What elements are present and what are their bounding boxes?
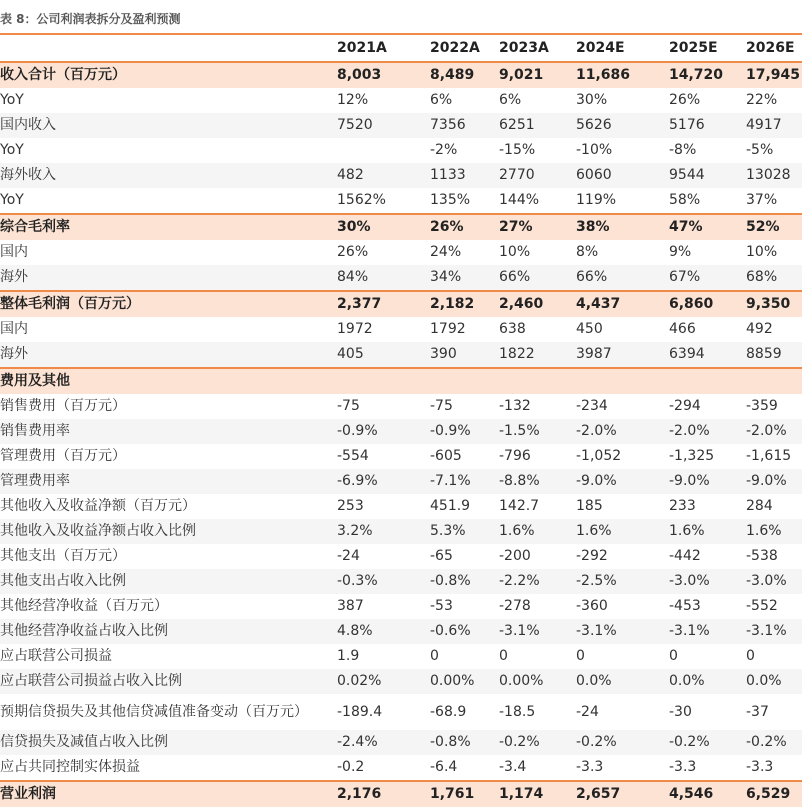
value-cell: -8.8% (499, 473, 540, 489)
value-cell: 0 (669, 648, 678, 664)
value-cell: 10% (499, 244, 531, 260)
value-cell: 1792 (430, 321, 466, 337)
row-label: 海外 (0, 346, 28, 362)
value-cell: 8,003 (337, 67, 382, 83)
value-cell: 38% (576, 219, 610, 235)
row-label: 营业利润 (0, 786, 56, 802)
value-cell: -24 (337, 548, 360, 564)
table-row (0, 469, 802, 494)
value-cell: -359 (746, 398, 778, 414)
row-label: YoY (0, 142, 24, 158)
value-cell: 34% (430, 269, 462, 285)
value-cell: -1,052 (576, 448, 622, 464)
value-cell: -24 (576, 704, 599, 720)
value-cell: -442 (669, 548, 701, 564)
row-label: 海外收入 (0, 167, 56, 183)
row-label: 其他支出（百万元） (0, 548, 126, 564)
row-label: YoY (0, 92, 24, 108)
table-row (0, 594, 802, 619)
value-cell: 451.9 (430, 498, 471, 514)
value-cell: 638 (499, 321, 526, 337)
value-cell: -538 (746, 548, 778, 564)
value-cell: 9,021 (499, 67, 544, 83)
value-cell: 142.7 (499, 498, 540, 514)
value-cell: -10% (576, 142, 613, 158)
table-row (0, 544, 802, 569)
value-cell: 26% (430, 219, 464, 235)
table-row (0, 569, 802, 594)
value-cell: 4.8% (337, 623, 373, 639)
value-cell: 1133 (430, 167, 466, 183)
value-cell: 7520 (337, 117, 373, 133)
value-cell: 68% (746, 269, 778, 285)
value-cell: -0.9% (430, 423, 471, 439)
value-cell: -6.4 (430, 759, 458, 775)
value-cell: 0.02% (337, 673, 382, 689)
value-cell: -37 (746, 704, 769, 720)
row-label: 管理费用（百万元） (0, 448, 126, 464)
row-label: 其他经营净收益（百万元） (0, 598, 168, 614)
value-cell: -3.3 (746, 759, 774, 775)
value-cell: 0 (576, 648, 585, 664)
value-cell: -2.4% (337, 734, 378, 750)
table-row (0, 138, 802, 163)
value-cell: 6,529 (746, 786, 791, 802)
table-row (0, 265, 802, 290)
value-cell: 119% (576, 192, 617, 208)
value-cell: 4,437 (576, 296, 621, 312)
value-cell: 2,657 (576, 786, 621, 802)
section-row (0, 213, 802, 240)
value-cell: 8% (576, 244, 599, 260)
row-label: 其他支出占收入比例 (0, 573, 126, 589)
value-cell: 37% (746, 192, 778, 208)
header-cell: 2023A (499, 40, 549, 56)
value-cell: 12% (337, 92, 369, 108)
value-cell: -552 (746, 598, 778, 614)
table-header-row (0, 35, 802, 61)
value-cell: -15% (499, 142, 536, 158)
header-cell: 2026E (746, 40, 795, 56)
value-cell: -9.0% (576, 473, 617, 489)
value-cell: 2,460 (499, 296, 544, 312)
value-cell: -3.3 (669, 759, 697, 775)
value-cell: -189.4 (337, 704, 383, 720)
value-cell: 47% (669, 219, 703, 235)
value-cell: -3.1% (746, 623, 787, 639)
value-cell: 4,546 (669, 786, 714, 802)
value-cell: 0 (746, 648, 755, 664)
value-cell: -3.4 (499, 759, 527, 775)
table-row (0, 644, 802, 669)
header-cell: 2022A (430, 40, 480, 56)
value-cell: -65 (430, 548, 453, 564)
value-cell: 253 (337, 498, 364, 514)
value-cell: 466 (669, 321, 696, 337)
value-cell: 0.0% (746, 673, 782, 689)
value-cell: 2770 (499, 167, 535, 183)
table-row (0, 113, 802, 138)
value-cell: 1.6% (499, 523, 535, 539)
value-cell: -75 (337, 398, 360, 414)
value-cell: 1822 (499, 346, 535, 362)
value-cell: -1.5% (499, 423, 540, 439)
row-label: 预期信贷损失及其他信贷减值准备变动（百万元） (0, 704, 308, 720)
value-cell: 0.00% (430, 673, 475, 689)
row-label: 应占共同控制实体损益 (0, 759, 140, 775)
table-row (0, 494, 802, 519)
value-cell: 24% (430, 244, 462, 260)
value-cell: -8% (669, 142, 697, 158)
row-label: 海外 (0, 269, 28, 285)
row-label: 国内 (0, 244, 28, 260)
header-cell: 2021A (337, 40, 387, 56)
value-cell: -0.2% (746, 734, 787, 750)
value-cell: -3.1% (576, 623, 617, 639)
value-cell: 30% (576, 92, 608, 108)
value-cell: -30 (669, 704, 692, 720)
value-cell: -0.9% (337, 423, 378, 439)
value-cell: 30% (337, 219, 371, 235)
value-cell: 6394 (669, 346, 705, 362)
row-label: 销售费用率 (0, 423, 70, 439)
value-cell: -75 (430, 398, 453, 414)
value-cell: 26% (337, 244, 369, 260)
value-cell: 9% (669, 244, 692, 260)
row-label: YoY (0, 192, 24, 208)
value-cell: 26% (669, 92, 701, 108)
value-cell: 9,350 (746, 296, 791, 312)
value-cell: 144% (499, 192, 540, 208)
value-cell: 66% (499, 269, 531, 285)
table-row (0, 240, 802, 265)
value-cell: -2.0% (576, 423, 617, 439)
table-row (0, 419, 802, 444)
value-cell: 58% (669, 192, 701, 208)
value-cell: -2.0% (669, 423, 710, 439)
value-cell: 6060 (576, 167, 612, 183)
value-cell: 1.6% (669, 523, 705, 539)
value-cell: 7356 (430, 117, 466, 133)
row-label: 收入合计（百万元） (0, 67, 126, 83)
value-cell: 6251 (499, 117, 535, 133)
value-cell: -234 (576, 398, 608, 414)
value-cell: 0 (499, 648, 508, 664)
value-cell: 14,720 (669, 67, 724, 83)
value-cell: -0.2% (669, 734, 710, 750)
section-row (0, 780, 802, 807)
value-cell: -292 (576, 548, 608, 564)
table-row (0, 694, 802, 730)
value-cell: 1,174 (499, 786, 544, 802)
value-cell: -0.2% (576, 734, 617, 750)
value-cell: 6% (499, 92, 522, 108)
value-cell: -68.9 (430, 704, 467, 720)
table-row (0, 88, 802, 113)
table-row (0, 669, 802, 694)
value-cell: 1.6% (576, 523, 612, 539)
table-row (0, 519, 802, 544)
table-row (0, 730, 802, 755)
value-cell: -2.5% (576, 573, 617, 589)
table-row (0, 444, 802, 469)
value-cell: 387 (337, 598, 364, 614)
value-cell: 13028 (746, 167, 791, 183)
value-cell: 0 (430, 648, 439, 664)
value-cell: 3.2% (337, 523, 373, 539)
value-cell: -554 (337, 448, 369, 464)
value-cell: 6,860 (669, 296, 714, 312)
value-cell: 5.3% (430, 523, 466, 539)
value-cell: -453 (669, 598, 701, 614)
row-label: 费用及其他 (0, 373, 70, 389)
value-cell: 492 (746, 321, 773, 337)
value-cell: 8859 (746, 346, 782, 362)
value-cell: -0.8% (430, 734, 471, 750)
value-cell: -3.1% (499, 623, 540, 639)
value-cell: 67% (669, 269, 701, 285)
value-cell: -0.6% (430, 623, 471, 639)
value-cell: -7.1% (430, 473, 471, 489)
value-cell: 2,182 (430, 296, 475, 312)
table-row (0, 163, 802, 188)
row-label: 应占联营公司损益占收入比例 (0, 673, 182, 689)
value-cell: -294 (669, 398, 701, 414)
table-row (0, 317, 802, 342)
value-cell: -6.9% (337, 473, 378, 489)
value-cell: -18.5 (499, 704, 536, 720)
row-label: 销售费用（百万元） (0, 398, 126, 414)
row-label: 国内 (0, 321, 28, 337)
value-cell: 0.00% (499, 673, 544, 689)
row-label: 其他收入及收益净额占收入比例 (0, 523, 196, 539)
value-cell: -200 (499, 548, 531, 564)
value-cell: 11,686 (576, 67, 631, 83)
value-cell: -1,615 (746, 448, 792, 464)
value-cell: 84% (337, 269, 369, 285)
table-row (0, 619, 802, 644)
row-label: 国内收入 (0, 117, 56, 133)
value-cell: 5626 (576, 117, 612, 133)
value-cell: -2% (430, 142, 458, 158)
row-label: 应占联营公司损益 (0, 648, 112, 664)
value-cell: -9.0% (746, 473, 787, 489)
value-cell: 17,945 (746, 67, 801, 83)
value-cell: 450 (576, 321, 603, 337)
value-cell: -2.0% (746, 423, 787, 439)
value-cell: 5176 (669, 117, 705, 133)
value-cell: 52% (746, 219, 780, 235)
value-cell: 66% (576, 269, 608, 285)
value-cell: 1562% (337, 192, 386, 208)
value-cell: 2,377 (337, 296, 382, 312)
value-cell: 9544 (669, 167, 705, 183)
value-cell: 1,761 (430, 786, 475, 802)
row-label: 其他收入及收益净额（百万元） (0, 498, 196, 514)
value-cell: -5% (746, 142, 774, 158)
section-row (0, 61, 802, 88)
value-cell: -9.0% (669, 473, 710, 489)
value-cell: -1,325 (669, 448, 715, 464)
section-row (0, 367, 802, 394)
value-cell: -605 (430, 448, 462, 464)
value-cell: 284 (746, 498, 773, 514)
value-cell: 390 (430, 346, 457, 362)
value-cell: 1972 (337, 321, 373, 337)
value-cell: 405 (337, 346, 364, 362)
value-cell: -3.3 (576, 759, 604, 775)
value-cell: -0.2 (337, 759, 365, 775)
header-cell: 2024E (576, 40, 625, 56)
value-cell: 2,176 (337, 786, 382, 802)
row-label: 综合毛利率 (0, 219, 70, 235)
value-cell: 10% (746, 244, 778, 260)
value-cell: -796 (499, 448, 531, 464)
value-cell: 27% (499, 219, 533, 235)
table-row (0, 188, 802, 213)
value-cell: -360 (576, 598, 608, 614)
row-label: 信贷损失及减值占收入比例 (0, 734, 168, 750)
value-cell: 135% (430, 192, 471, 208)
value-cell: -0.2% (499, 734, 540, 750)
value-cell: 0.0% (669, 673, 705, 689)
value-cell: 3987 (576, 346, 612, 362)
table-row (0, 342, 802, 367)
value-cell: 4917 (746, 117, 782, 133)
value-cell: -3.0% (746, 573, 787, 589)
row-label: 整体毛利润（百万元） (0, 296, 140, 312)
row-label: 其他经营净收益占收入比例 (0, 623, 168, 639)
value-cell: 482 (337, 167, 364, 183)
table-caption: 表 8：公司利润表拆分及盈利预测 (0, 12, 181, 26)
value-cell: 1.6% (746, 523, 782, 539)
value-cell: -0.3% (337, 573, 378, 589)
income-statement-table (0, 33, 802, 807)
value-cell: 8,489 (430, 67, 475, 83)
value-cell: -2.2% (499, 573, 540, 589)
value-cell: -132 (499, 398, 531, 414)
table-row (0, 394, 802, 419)
value-cell: -3.0% (669, 573, 710, 589)
value-cell: -3.1% (669, 623, 710, 639)
value-cell: 1.9 (337, 648, 360, 664)
row-label: 管理费用率 (0, 473, 70, 489)
header-cell: 2025E (669, 40, 718, 56)
value-cell: -0.8% (430, 573, 471, 589)
table-row (0, 755, 802, 780)
value-cell: 233 (669, 498, 696, 514)
value-cell: -278 (499, 598, 531, 614)
value-cell: 0.0% (576, 673, 612, 689)
value-cell: 185 (576, 498, 603, 514)
value-cell: 6% (430, 92, 453, 108)
value-cell: -53 (430, 598, 453, 614)
section-row (0, 290, 802, 317)
value-cell: 22% (746, 92, 778, 108)
